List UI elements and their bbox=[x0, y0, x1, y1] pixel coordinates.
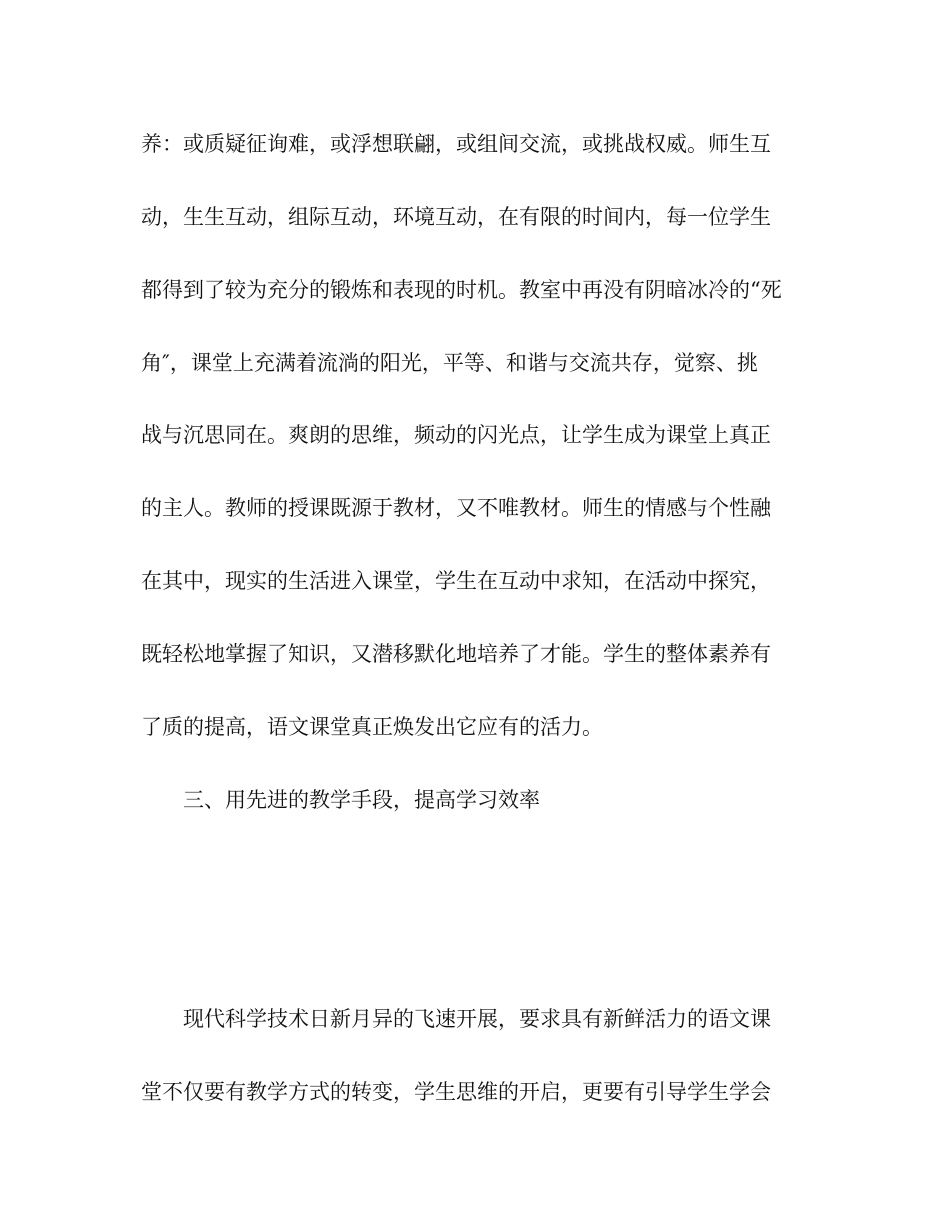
section-heading: 三、用先进的教学手段，提高学习效率 bbox=[183, 788, 540, 812]
paragraph-line: 堂不仅要有教学方式的转变，学生思维的开启，更要有引导学生学会 bbox=[141, 1080, 771, 1104]
paragraph-line: 既轻松地掌握了知识，又潜移默化地培养了才能。学生的整体素养有 bbox=[141, 642, 771, 666]
paragraph-line: 战与沉思同在。爽朗的思维，频动的闪光点，让学生成为课堂上真正 bbox=[141, 423, 771, 447]
paragraph-line: 养：或质疑征询难，或浮想联翩，或组间交流，或挑战权威。师生互 bbox=[141, 132, 771, 156]
paragraph-line: 动，生生互动，组际互动，环境互动，在有限的时间内，每一位学生 bbox=[141, 205, 771, 229]
paragraph-line: 的主人。教师的授课既源于教材，又不唯教材。师生的情感与个性融 bbox=[141, 496, 771, 520]
paragraph-line: 都得到了较为充分的锻炼和表现的时机。教室中再没有阴暗冰冷的“死 bbox=[141, 278, 782, 302]
paragraph-line: 角″，课堂上充满着流淌的阳光，平等、和谐与交流共存，觉察、挑 bbox=[141, 351, 758, 375]
paragraph-line: 在其中，现实的生活进入课堂，学生在互动中求知，在活动中探究， bbox=[141, 569, 771, 593]
paragraph-line: 了质的提高，语文课堂真正焕发出它应有的活力。 bbox=[141, 715, 603, 739]
paragraph-line: 现代科学技术日新月异的飞速开展，要求具有新鲜活力的语文课 bbox=[183, 1007, 771, 1031]
